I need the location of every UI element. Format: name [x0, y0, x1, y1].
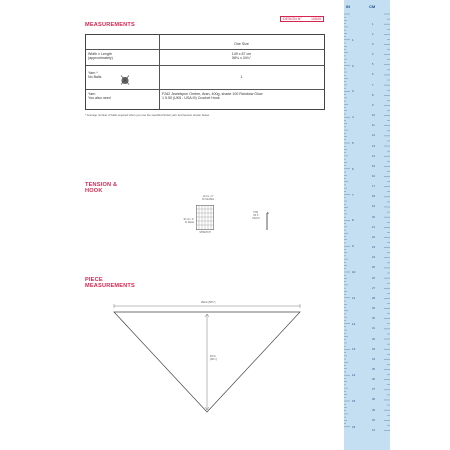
inch-number: 13 — [352, 347, 356, 352]
cm-number: 21 — [372, 225, 375, 229]
piece-height-label: 87cm [34¼"] — [210, 355, 217, 361]
yarn-ball-icon — [120, 72, 130, 90]
cm-number: 26 — [372, 276, 375, 280]
inch-number: 10 — [352, 270, 356, 274]
measurements-heading: MEASUREMENTS — [85, 22, 135, 28]
cm-number: 23 — [372, 246, 375, 250]
cm-number: 39 — [372, 408, 375, 412]
cm-number: 11 — [372, 124, 375, 128]
cm-number: 4 — [372, 53, 374, 57]
cm-number: 24 — [372, 256, 375, 260]
piece-width-label: 150cm [58¾"] — [200, 301, 216, 304]
cm-number: 14 — [372, 154, 375, 158]
width-length-value: 149 x 87 cm 58¾ x 34¼" — [231, 52, 252, 61]
inch-number: 3 — [352, 89, 354, 94]
yarn-label: Yarn You also need — [88, 92, 111, 101]
cm-number: 32 — [372, 337, 375, 341]
yarn-value: F262 Jewelspun Ombre, Aran, 400g, shade 100 Rainbow Glow 1 5.50 (UK5 - USA I9) Crochet Hook — [162, 92, 263, 101]
cm-number: 35 — [372, 368, 375, 371]
cm-number: 27 — [372, 286, 375, 290]
cm-number: 15 — [372, 164, 375, 168]
cm-number: 6 — [372, 73, 374, 77]
cm-number: 33 — [372, 347, 375, 351]
cm-number: 36 — [372, 378, 375, 382]
cm-number: 8 — [372, 93, 374, 97]
cm-number: 2 — [372, 32, 374, 36]
cm-number: 19 — [372, 205, 375, 209]
cm-number: 25 — [372, 266, 375, 270]
inch-scale-label: IN — [346, 4, 350, 9]
size-header: One Size — [234, 42, 249, 46]
cm-number: 7 — [372, 83, 374, 87]
cm-number: 16 — [372, 175, 375, 179]
cm-number: 30 — [372, 317, 375, 321]
cm-number: 41 — [372, 428, 375, 432]
cm-number: 37 — [372, 388, 375, 392]
cm-number: 20 — [372, 215, 375, 219]
cm-number: 18 — [372, 195, 375, 199]
inch-number: 5 — [352, 141, 354, 145]
cm-number: 12 — [372, 134, 375, 138]
design-label: DESIGN N° — [283, 17, 302, 21]
cm-number: 9 — [372, 103, 374, 107]
balls-value: 1 — [240, 75, 243, 79]
gauge-side-label: 10 cm / 4" 11 Rows — [183, 218, 194, 224]
inch-number: 11 — [352, 295, 356, 300]
gauge-top-label: 10 cm / 4" 16 Sts Bkts — [201, 195, 215, 201]
design-number: 10849 — [311, 17, 321, 21]
cm-number: 10 — [372, 114, 375, 118]
cm-number: 5 — [372, 63, 374, 67]
cm-scale-label: CM — [369, 4, 376, 9]
cm-number: 13 — [372, 144, 375, 148]
inch-number: 1 — [352, 37, 354, 42]
design-number-badge — [280, 16, 324, 22]
inch-number: 9 — [352, 244, 354, 249]
cm-number: 38 — [372, 398, 375, 402]
yarn-balls-label: Yarn * No Balls — [88, 71, 102, 80]
piece-heading: PIECE MEASUREMENTS — [85, 277, 135, 290]
cm-number: 17 — [372, 185, 375, 189]
tension-heading: TENSION & HOOK — [85, 182, 118, 195]
measuring-ruler — [336, 0, 390, 450]
cm-number: 40 — [372, 418, 375, 422]
gauge-bottom-label: STRETCH — [199, 231, 211, 234]
inch-number: 2 — [352, 63, 354, 68]
inch-number: 16 — [352, 424, 356, 429]
width-length-label: Width x Length (approximately) — [88, 52, 113, 61]
cm-number: 22 — [372, 235, 375, 239]
inch-number: 15 — [352, 399, 356, 403]
inch-number: 8 — [352, 218, 354, 223]
hook-size-label: 5.50 UK 5 USA I9 — [252, 211, 260, 220]
crochet-hook-icon — [265, 211, 269, 236]
footnote: * Average number of balls required when you use the specified Sirdar yarn and tension shown below. — [85, 113, 210, 117]
inch-number: 7 — [352, 192, 354, 197]
inch-number: 14 — [352, 373, 356, 378]
cm-number: 1 — [372, 22, 374, 26]
inch-number: 6 — [352, 166, 354, 171]
cm-number: 29 — [372, 307, 375, 311]
measurements-table — [85, 34, 325, 110]
inch-number: 12 — [352, 321, 356, 326]
cm-number: 28 — [372, 296, 375, 300]
inch-number: 4 — [352, 115, 354, 120]
cm-number: 31 — [372, 327, 375, 331]
cm-number: 34 — [372, 357, 375, 361]
cm-number: 3 — [372, 42, 374, 46]
